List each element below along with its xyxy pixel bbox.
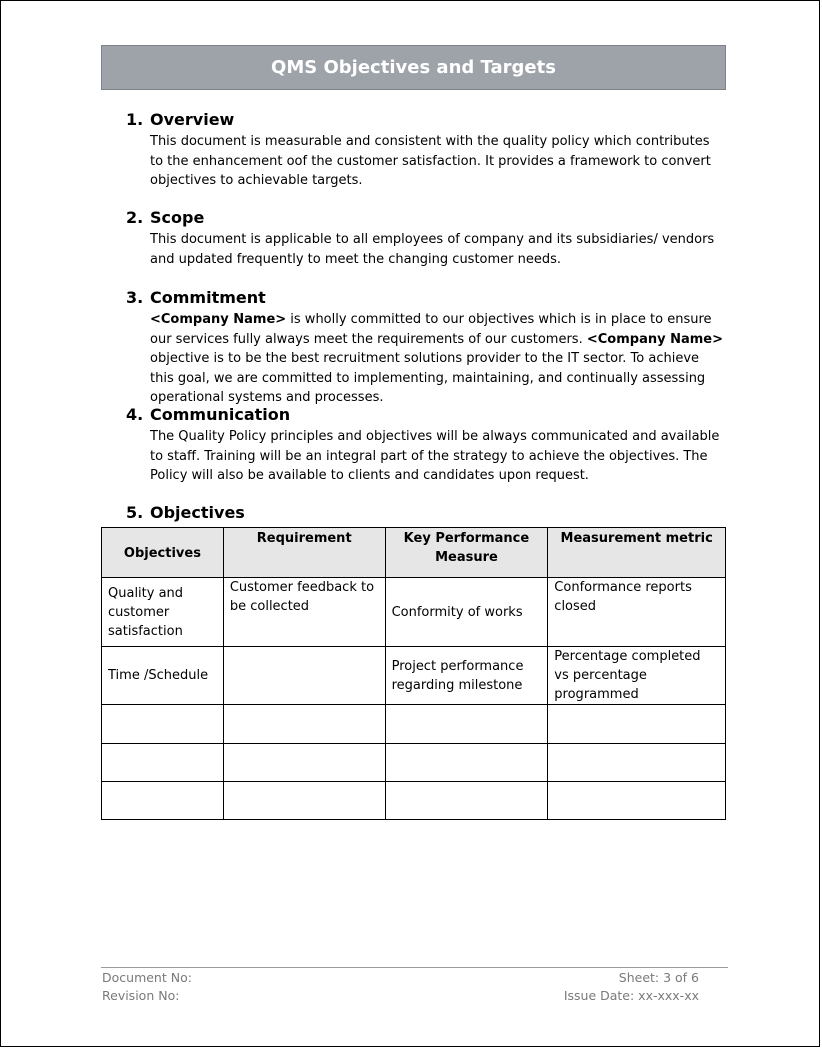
footer-right (564, 969, 699, 1005)
objectives-table (101, 527, 726, 820)
table-row (102, 578, 726, 647)
table-row (102, 782, 726, 820)
table-cell (223, 782, 385, 820)
column-header: Requirement (223, 528, 385, 578)
section-body-text: objective is to be the best recruitment solutions provider to the IT sector. To achieve this goal, we are committed to implementing, maintaining, and continually assessing operational systems and processes. (150, 351, 706, 405)
table-cell (385, 705, 548, 744)
table-cell: Percentage completed vs percentage programmed (548, 647, 726, 705)
document-title-banner (101, 45, 726, 90)
section-body: The Quality Policy principles and objectives will be always communicated and available to staff. Training will be an integral part of the strategy to achieve the objectives. The Policy will also be available to clients and candidates upon request. (150, 429, 720, 483)
section-number: 1. (126, 110, 144, 129)
section-body-text: is wholly committed to our objectives which is in place to ensure our services fully always meet the requirements of our customers. (150, 312, 712, 347)
column-header: Objectives (102, 528, 224, 578)
section-title: Communication (150, 405, 291, 424)
table-cell (102, 744, 224, 782)
table-cell (385, 782, 548, 820)
table-row (102, 744, 726, 782)
table-cell: Conformance reports closed (548, 578, 726, 647)
section-number: 4. (126, 405, 144, 424)
table-cell: Conformity of works (385, 578, 548, 647)
section-scope (126, 208, 726, 269)
document-title: QMS Objectives and Targets (271, 57, 556, 78)
footer-divider (101, 967, 728, 968)
section-title: Scope (150, 208, 205, 227)
section-number: 5. (126, 503, 144, 522)
table-cell (548, 744, 726, 782)
section-commitment (126, 288, 726, 408)
company-name-placeholder: <Company Name> (586, 331, 724, 347)
section-communication (126, 405, 726, 486)
section-overview (126, 110, 726, 191)
column-header: Measurement metric (548, 528, 726, 578)
table-cell (548, 705, 726, 744)
table-row (102, 647, 726, 705)
section-body: This document is measurable and consistent with the quality policy which contributes to the enhancement oof the customer satisfaction. It provides a framework to convert objectives to achievable targets. (150, 134, 711, 188)
table-cell (223, 744, 385, 782)
footer-left (102, 969, 192, 1005)
section-title: Objectives (150, 503, 245, 522)
section-heading (126, 208, 726, 230)
table-cell (223, 647, 385, 705)
section-heading (126, 288, 726, 310)
table-cell (548, 782, 726, 820)
revision-number-label: Revision No: (102, 988, 180, 1003)
company-name-placeholder: <Company Name> (150, 312, 287, 327)
sheet-number: Sheet: 3 of 6 (618, 970, 699, 985)
section-heading (126, 110, 726, 132)
section-body (150, 310, 726, 408)
column-header: Key Performance Measure (385, 528, 548, 578)
table-cell: Project performance regarding milestone (385, 647, 548, 705)
section-title: Overview (150, 110, 235, 129)
table-cell: Customer feedback to be collected (223, 578, 385, 647)
table-cell (385, 744, 548, 782)
table-cell: Quality and customer satisfaction (102, 578, 224, 647)
table-row (102, 705, 726, 744)
document-number-label: Document No: (102, 970, 192, 985)
table-cell (102, 782, 224, 820)
section-objectives (126, 503, 726, 525)
table-cell: Time /Schedule (102, 647, 224, 705)
section-heading (126, 503, 726, 525)
issue-date: Issue Date: xx-xxx-xx (563, 988, 699, 1003)
section-number: 3. (126, 288, 144, 307)
section-title: Commitment (150, 288, 266, 307)
table-cell (223, 705, 385, 744)
section-number: 2. (126, 208, 144, 227)
table-header-row (102, 528, 726, 578)
table-cell (102, 705, 224, 744)
section-heading (126, 405, 726, 427)
section-body: This document is applicable to all employees of company and its subsidiaries/ vendors and updated frequently to meet the changing customer needs. (150, 232, 715, 267)
